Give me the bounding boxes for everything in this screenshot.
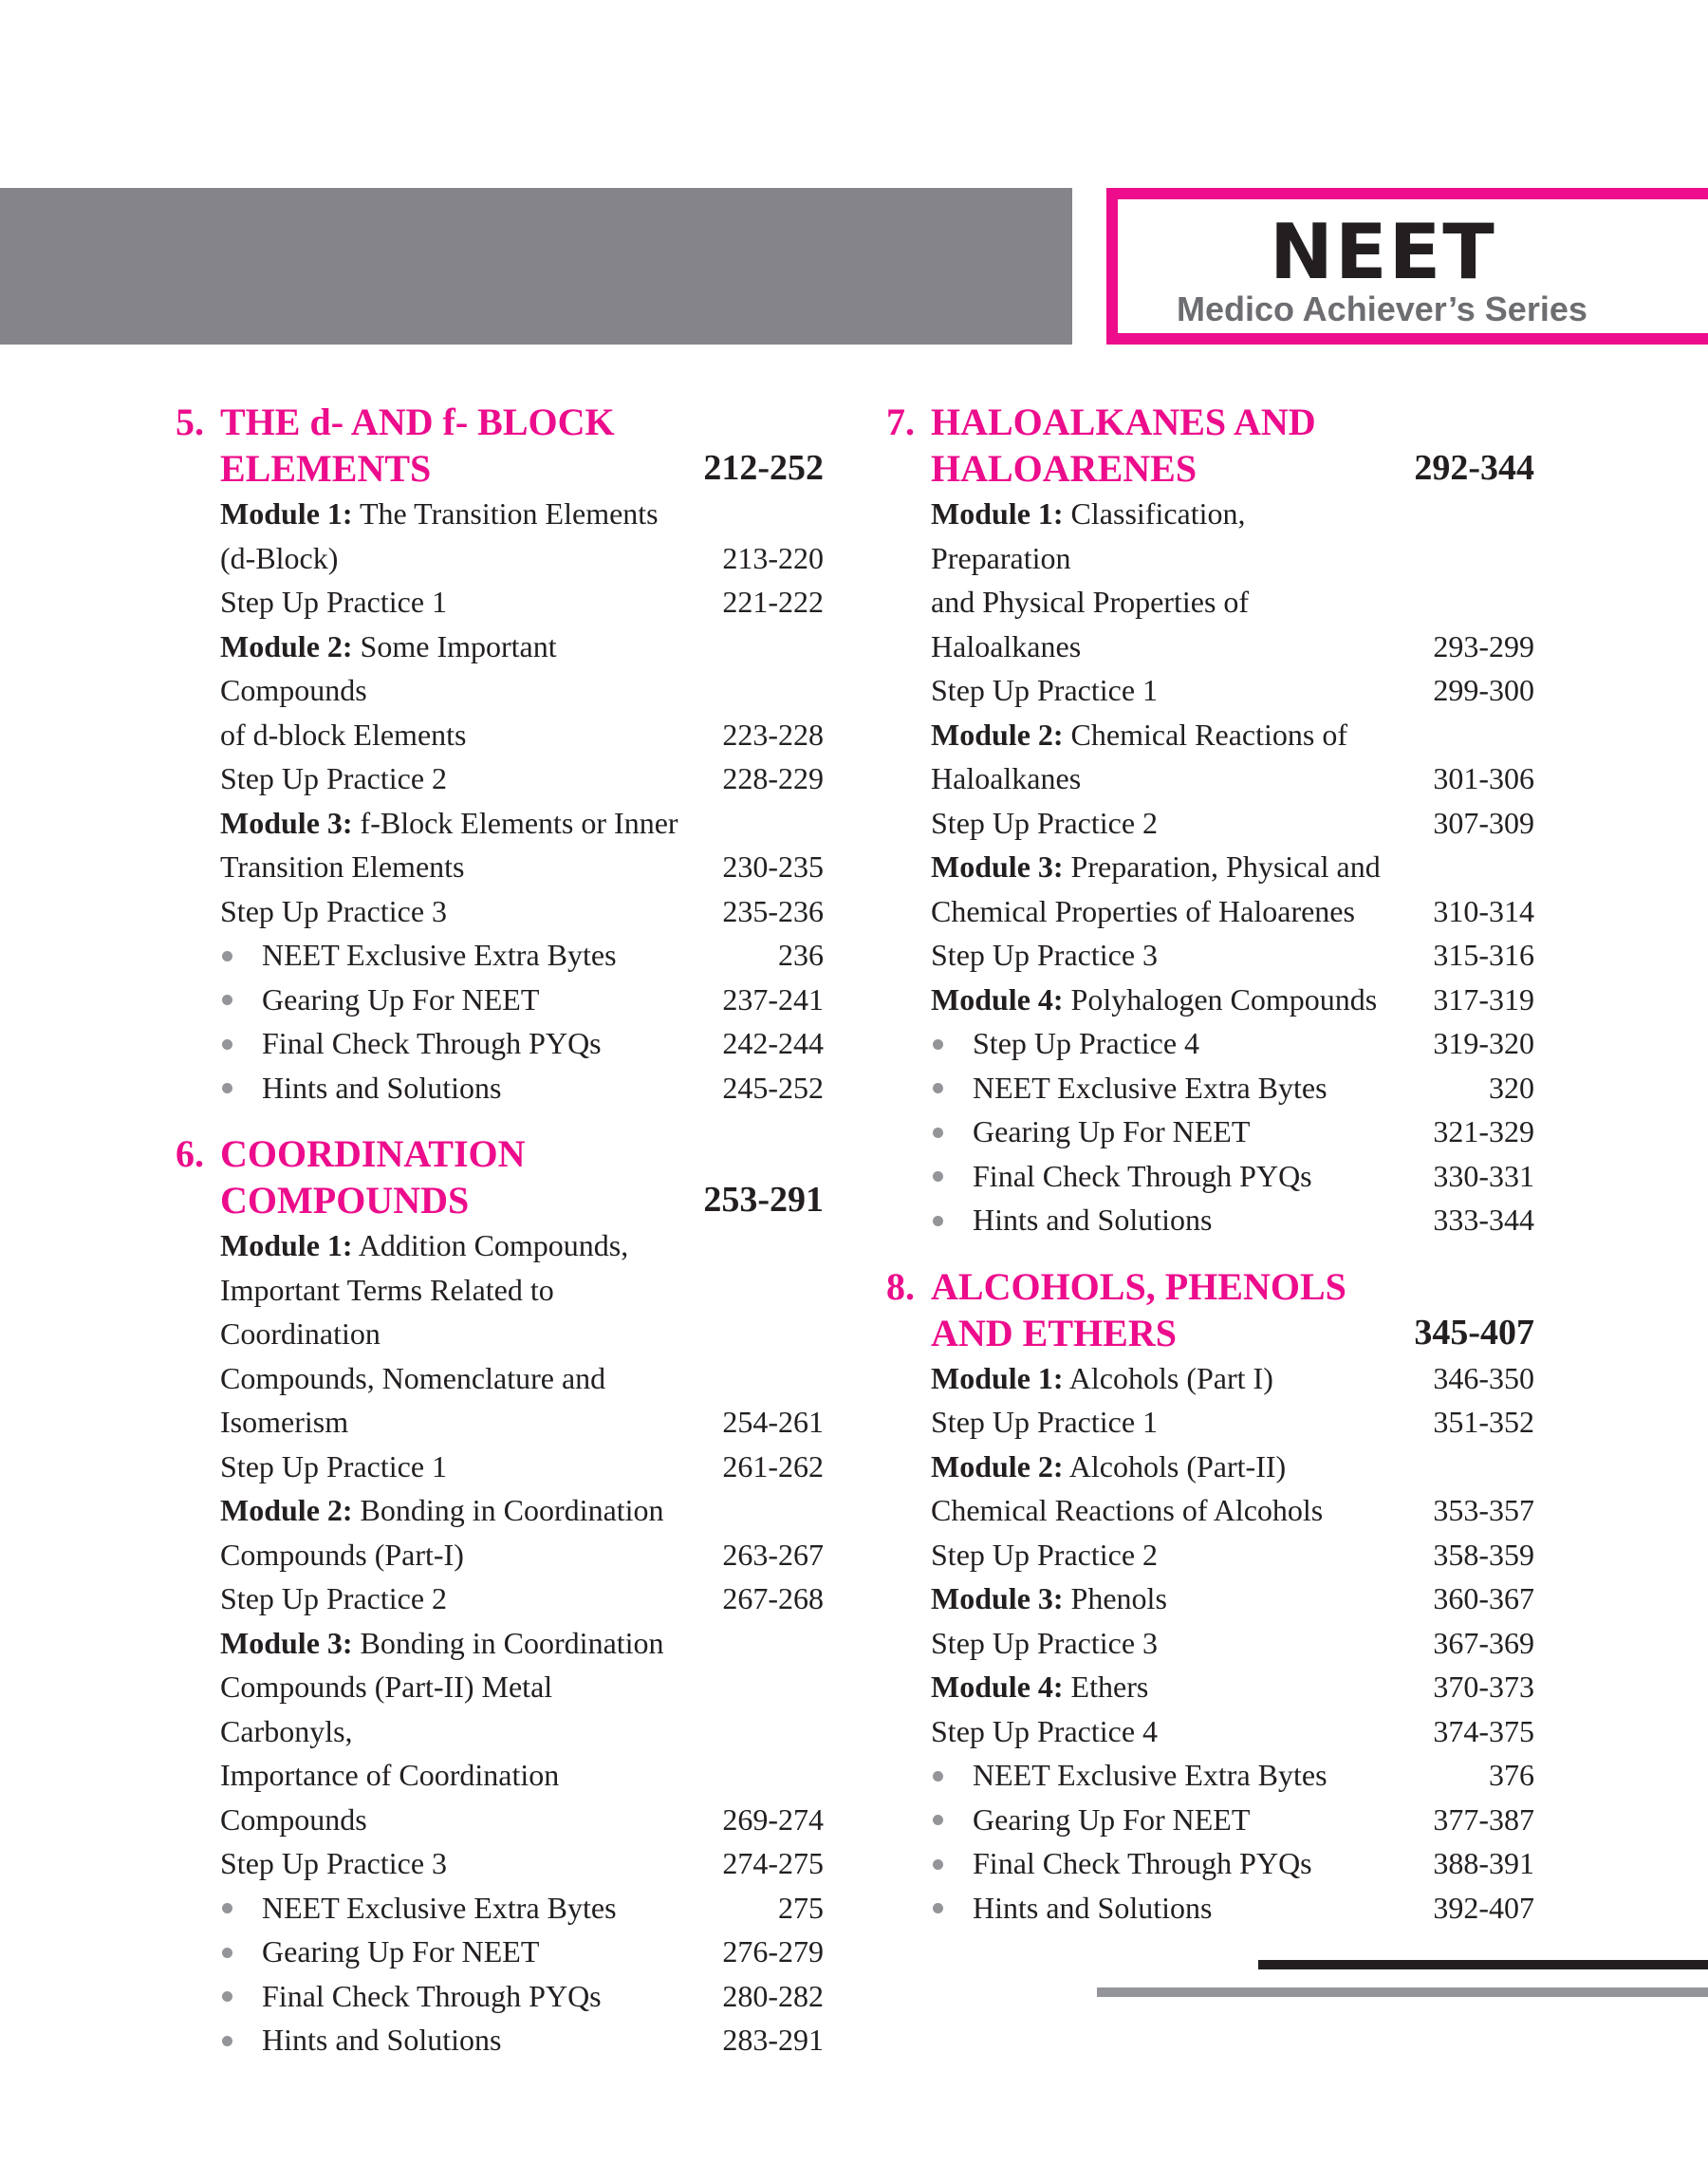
bullet-dot-icon <box>933 1903 943 1913</box>
entry-page-range: 228-229 <box>722 761 824 795</box>
module-label: Module 1: <box>220 496 353 531</box>
module-label: Module 1: <box>931 496 1064 531</box>
entry-title-line <box>931 845 1534 889</box>
bullet-entry <box>176 1930 824 1974</box>
entry-page-range: 346-350 <box>1433 1360 1534 1395</box>
bullet-entry <box>176 978 824 1022</box>
entry-page-range: 301-306 <box>1433 761 1534 795</box>
entry-page-range: 353-357 <box>1433 1493 1534 1527</box>
bullet-entry <box>886 1753 1534 1798</box>
entry-page-range: 358-359 <box>1433 1537 1534 1572</box>
entry-title-line <box>931 492 1534 580</box>
entry-text: NEET Exclusive Extra Bytes <box>262 938 617 972</box>
entry-text: Hints and Solutions <box>973 1203 1213 1237</box>
bullet-dot-icon <box>222 1039 232 1050</box>
entry-page-range: 242-244 <box>722 1026 824 1060</box>
bullet-entry <box>176 933 824 978</box>
bullet-entry <box>886 1154 1534 1199</box>
entry-page-range: 269-274 <box>722 1801 824 1837</box>
entry-page-range: 293-299 <box>1433 628 1534 663</box>
entry-page-range: 315-316 <box>1433 938 1534 972</box>
module-label: Module 1: <box>931 1360 1064 1395</box>
bullet-dot-icon <box>222 1991 232 2002</box>
practice-entry <box>176 1445 824 1489</box>
entry-text: Final Check Through PYQs <box>262 1978 602 2013</box>
practice-entry <box>886 801 1534 846</box>
entry-page-range: 254-261 <box>722 1405 824 1439</box>
entry-title-line <box>220 1223 824 1268</box>
entry-text: The Transition Elements <box>359 496 659 531</box>
bullet-dot-icon <box>933 1859 943 1870</box>
entry-text: Gearing Up For NEET <box>973 1801 1251 1837</box>
entry-title-line <box>220 1268 824 1356</box>
bullet-dot-icon <box>933 1171 943 1182</box>
header-gray-bar <box>0 188 1072 345</box>
entry-text: NEET Exclusive Extra Bytes <box>262 1890 617 1925</box>
entry-text: Final Check Through PYQs <box>973 1846 1312 1880</box>
bullet-entry <box>176 1886 824 1931</box>
bullet-entry <box>886 1798 1534 1842</box>
entry-text: f-Block Elements or Inner <box>360 805 678 840</box>
module-entry <box>176 1621 824 1842</box>
module-entry <box>176 1223 824 1445</box>
bullet-dot-icon <box>933 1771 943 1782</box>
module-label: Module 2: <box>931 1448 1064 1483</box>
practice-entry <box>176 1577 824 1621</box>
entry-text: Transition Elements <box>220 849 465 884</box>
bullet-dot-icon <box>222 951 232 961</box>
entry-page-range: 330-331 <box>1433 1158 1534 1193</box>
bullet-dot-icon <box>933 1815 943 1825</box>
entry-text: Alcohols (Part I) <box>1068 1360 1273 1395</box>
entry-title-line <box>220 801 824 846</box>
entry-title-line <box>220 492 824 536</box>
chapter-title-line: HALOARENES <box>931 447 1197 490</box>
chapter-title-line: ALCOHOLS, PHENOLS <box>931 1264 1346 1308</box>
entry-page-range: 374-375 <box>1433 1713 1534 1748</box>
entry-text: Gearing Up For NEET <box>262 1934 540 1968</box>
chapter-page-range: 292-344 <box>1414 448 1534 488</box>
entry-page-range: 280-282 <box>722 1978 824 2013</box>
module-entry <box>886 1577 1534 1621</box>
entry-text: Chemical Reactions of <box>1070 717 1348 752</box>
entry-text: Polyhalogen Compounds <box>1070 981 1378 1017</box>
chapter-page-range: 345-407 <box>1414 1312 1534 1353</box>
entry-title-line <box>220 1488 824 1533</box>
entry-text: Step Up Practice 3 <box>931 1625 1159 1660</box>
bullet-dot-icon <box>933 1128 943 1138</box>
entry-text: Chemical Reactions of Alcohols <box>931 1493 1324 1527</box>
bullet-entry <box>176 1021 824 1066</box>
practice-entry <box>886 933 1534 978</box>
bullet-entry <box>176 1066 824 1110</box>
entry-page-range: 237-241 <box>722 981 824 1017</box>
chapter-heading <box>886 399 1534 492</box>
chapter-number: 7. <box>886 401 915 443</box>
module-label: Module 2: <box>931 717 1064 752</box>
entry-text: Addition Compounds, <box>358 1228 629 1262</box>
entry-text: Hints and Solutions <box>262 1070 502 1105</box>
entry-page-range: 320 <box>1489 1070 1534 1105</box>
footer-rule-gray <box>1097 1987 1708 1997</box>
bullet-entry <box>886 1886 1534 1931</box>
module-entry <box>176 801 824 889</box>
practice-entry <box>176 889 824 934</box>
bullet-dot-icon <box>222 1948 232 1958</box>
entry-title-line <box>931 713 1534 757</box>
entry-text: Hints and Solutions <box>262 2023 502 2057</box>
entry-page-range: 376 <box>1489 1758 1534 1792</box>
bullet-entry <box>886 1066 1534 1110</box>
entry-text: Bonding in Coordination <box>360 1493 664 1527</box>
chapter-block <box>176 399 824 1110</box>
entry-text: Final Check Through PYQs <box>262 1026 602 1060</box>
entry-text: Step Up Practice 4 <box>931 1713 1159 1748</box>
entry-title-line <box>931 1066 1534 1110</box>
entry-page-range: 351-352 <box>1433 1405 1534 1439</box>
entry-text: Step Up Practice 1 <box>220 1448 448 1483</box>
entry-text: Compounds (Part-I) <box>220 1537 464 1572</box>
entry-text: Classification, Preparation <box>931 496 1246 575</box>
module-entry <box>886 492 1534 668</box>
entry-page-range: 223-228 <box>722 717 824 752</box>
module-label: Module 4: <box>931 1670 1064 1704</box>
entry-text: Final Check Through PYQs <box>973 1158 1312 1193</box>
entry-page-range: 274-275 <box>722 1846 824 1880</box>
entry-page-range: 388-391 <box>1433 1846 1534 1880</box>
bullet-dot-icon <box>933 1216 943 1226</box>
entry-page-range: 367-369 <box>1433 1625 1534 1660</box>
chapter-heading <box>176 399 824 492</box>
module-entry <box>886 845 1534 933</box>
module-entry <box>886 1445 1534 1533</box>
entry-text: Compounds <box>220 1801 367 1837</box>
entry-title-line <box>220 1665 824 1753</box>
chapter-number: 5. <box>176 401 204 443</box>
entry-text: Ethers <box>1070 1670 1149 1704</box>
bullet-entry <box>886 1110 1534 1154</box>
chapter-title-line: ELEMENTS <box>220 447 432 490</box>
entry-page-range: 213-220 <box>722 540 824 575</box>
series-title: NEET <box>1270 208 1496 296</box>
module-label: Module 3: <box>220 805 353 840</box>
module-entry <box>176 1488 824 1577</box>
entry-text: NEET Exclusive Extra Bytes <box>973 1070 1327 1105</box>
entry-text: of d-block Elements <box>220 717 467 752</box>
chapter-block <box>886 399 1534 1242</box>
entry-page-range: 317-319 <box>1433 981 1534 1017</box>
entry-text: Bonding in Coordination <box>360 1625 664 1660</box>
bullet-dot-icon <box>933 1083 943 1093</box>
entry-page-range: 261-262 <box>722 1448 824 1483</box>
chapter-title-line: THE d- AND f- BLOCK <box>220 401 615 443</box>
entry-page-range: 307-309 <box>1433 805 1534 840</box>
entry-text: Step Up Practice 3 <box>931 938 1159 972</box>
entry-title-line <box>220 1753 824 1798</box>
bullet-entry <box>886 1021 1534 1066</box>
series-subtitle: Medico Achiever’s Series <box>1177 289 1587 328</box>
module-entry <box>886 978 1534 1022</box>
toc-right-column <box>886 399 1534 1950</box>
entry-text: Step Up Practice 3 <box>220 1846 448 1880</box>
entry-text: Alcohols (Part-II) <box>1068 1448 1287 1483</box>
module-entry <box>886 1356 1534 1401</box>
entry-page-range: 236 <box>778 938 824 972</box>
entry-page-range: 310-314 <box>1433 893 1534 928</box>
chapter-number: 8. <box>886 1264 915 1308</box>
entry-page-range: 267-268 <box>722 1581 824 1615</box>
bullet-dot-icon <box>222 1903 232 1913</box>
module-entry <box>176 625 824 757</box>
entry-page-range: 321-329 <box>1433 1114 1534 1148</box>
entry-text: Step Up Practice 2 <box>220 1581 448 1615</box>
chapter-title-line: COORDINATION <box>220 1132 526 1175</box>
module-label: Module 2: <box>220 628 353 663</box>
practice-entry <box>176 580 824 625</box>
entry-title-line <box>220 1886 824 1931</box>
bullet-dot-icon <box>222 995 232 1005</box>
entry-text: Step Up Practice 1 <box>931 673 1159 707</box>
entry-title-line <box>220 625 824 713</box>
toc-left-column <box>176 399 824 2083</box>
practice-entry <box>886 1709 1534 1754</box>
entry-text: Step Up Practice 3 <box>220 893 448 928</box>
entry-text: Compounds (Part-II) Metal Carbonyls, <box>220 1670 553 1748</box>
bullet-entry <box>176 1974 824 2019</box>
entry-page-range: 276-279 <box>722 1934 824 1968</box>
entry-text: (d-Block) <box>220 540 339 575</box>
entry-text: Step Up Practice 2 <box>931 805 1159 840</box>
entry-text: Step Up Practice 4 <box>973 1026 1200 1060</box>
neet-series-badge <box>1106 188 1708 345</box>
entry-text: Gearing Up For NEET <box>262 981 540 1017</box>
bullet-entry <box>886 1198 1534 1242</box>
practice-entry <box>176 756 824 801</box>
module-label: Module 3: <box>931 849 1064 884</box>
practice-entry <box>176 1841 824 1886</box>
entry-page-range: 235-236 <box>722 893 824 928</box>
entry-page-range: 299-300 <box>1433 673 1534 707</box>
entry-page-range: 230-235 <box>722 849 824 884</box>
practice-entry <box>886 668 1534 713</box>
entry-text: Importance of Coordination <box>220 1758 560 1792</box>
bullet-entry <box>886 1841 1534 1886</box>
practice-entry <box>886 1533 1534 1577</box>
entry-text: Haloalkanes <box>931 761 1082 795</box>
chapter-number: 6. <box>176 1132 204 1175</box>
entry-text: Phenols <box>1070 1581 1167 1615</box>
entry-page-range: 360-367 <box>1433 1581 1534 1615</box>
entry-page-range: 245-252 <box>722 1070 824 1105</box>
entry-text: Step Up Practice 1 <box>220 585 448 619</box>
entry-title-line <box>220 1621 824 1666</box>
entry-page-range: 333-344 <box>1433 1203 1534 1237</box>
entry-text: Some Important Compounds <box>220 628 557 707</box>
practice-entry <box>886 1400 1534 1445</box>
entry-title-line <box>931 1445 1534 1489</box>
chapter-title-line: COMPOUNDS <box>220 1179 470 1222</box>
entry-text: Step Up Practice 1 <box>931 1405 1159 1439</box>
chapter-page-range: 253-291 <box>703 1180 824 1220</box>
bullet-dot-icon <box>933 1039 943 1050</box>
module-label: Module 4: <box>931 981 1064 1017</box>
entry-text: Step Up Practice 2 <box>220 761 448 795</box>
module-label: Module 2: <box>220 1493 353 1527</box>
entry-text: Important Terms Related to Coordination <box>220 1272 554 1351</box>
chapter-block <box>176 1130 824 2062</box>
bullet-dot-icon <box>222 1083 232 1093</box>
entry-title-line <box>220 933 824 978</box>
module-label: Module 1: <box>220 1228 353 1262</box>
module-entry <box>886 1665 1534 1709</box>
entry-text: Isomerism <box>220 1405 349 1439</box>
chapter-title-line: HALOALKANES AND <box>931 401 1316 443</box>
chapter-page-range: 212-252 <box>703 448 824 488</box>
chapter-heading <box>886 1263 1534 1356</box>
entry-text: Step Up Practice 2 <box>931 1537 1159 1572</box>
entry-title-line <box>931 1753 1534 1798</box>
entry-text: Compounds, Nomenclature and <box>220 1360 606 1395</box>
module-label: Module 3: <box>220 1625 353 1660</box>
entry-title-line <box>220 1356 824 1401</box>
entry-text: NEET Exclusive Extra Bytes <box>973 1758 1327 1792</box>
bullet-entry <box>176 2018 824 2062</box>
bullet-dot-icon <box>222 2036 232 2046</box>
module-entry <box>176 492 824 580</box>
entry-text: Gearing Up For NEET <box>973 1114 1251 1148</box>
entry-page-range: 370-373 <box>1433 1670 1534 1704</box>
entry-page-range: 221-222 <box>722 585 824 619</box>
entry-page-range: 392-407 <box>1433 1890 1534 1925</box>
entry-page-range: 275 <box>778 1890 824 1925</box>
entry-page-range: 263-267 <box>722 1537 824 1572</box>
entry-page-range: 319-320 <box>1433 1026 1534 1060</box>
module-entry <box>886 713 1534 801</box>
practice-entry <box>886 1621 1534 1666</box>
entry-page-range: 283-291 <box>722 2023 824 2057</box>
chapter-heading <box>176 1130 824 1223</box>
entry-page-range: 377-387 <box>1433 1801 1534 1837</box>
chapter-title-line: AND ETHERS <box>931 1311 1177 1354</box>
entry-text: Preparation, Physical and <box>1070 849 1381 884</box>
module-label: Module 3: <box>931 1581 1064 1615</box>
footer-rule-black <box>1258 1960 1708 1969</box>
entry-text: Chemical Properties of Haloarenes <box>931 893 1355 928</box>
chapter-block <box>886 1263 1534 1931</box>
entry-text: and Physical Properties of Haloalkanes <box>931 585 1250 663</box>
entry-text: Hints and Solutions <box>973 1890 1213 1925</box>
